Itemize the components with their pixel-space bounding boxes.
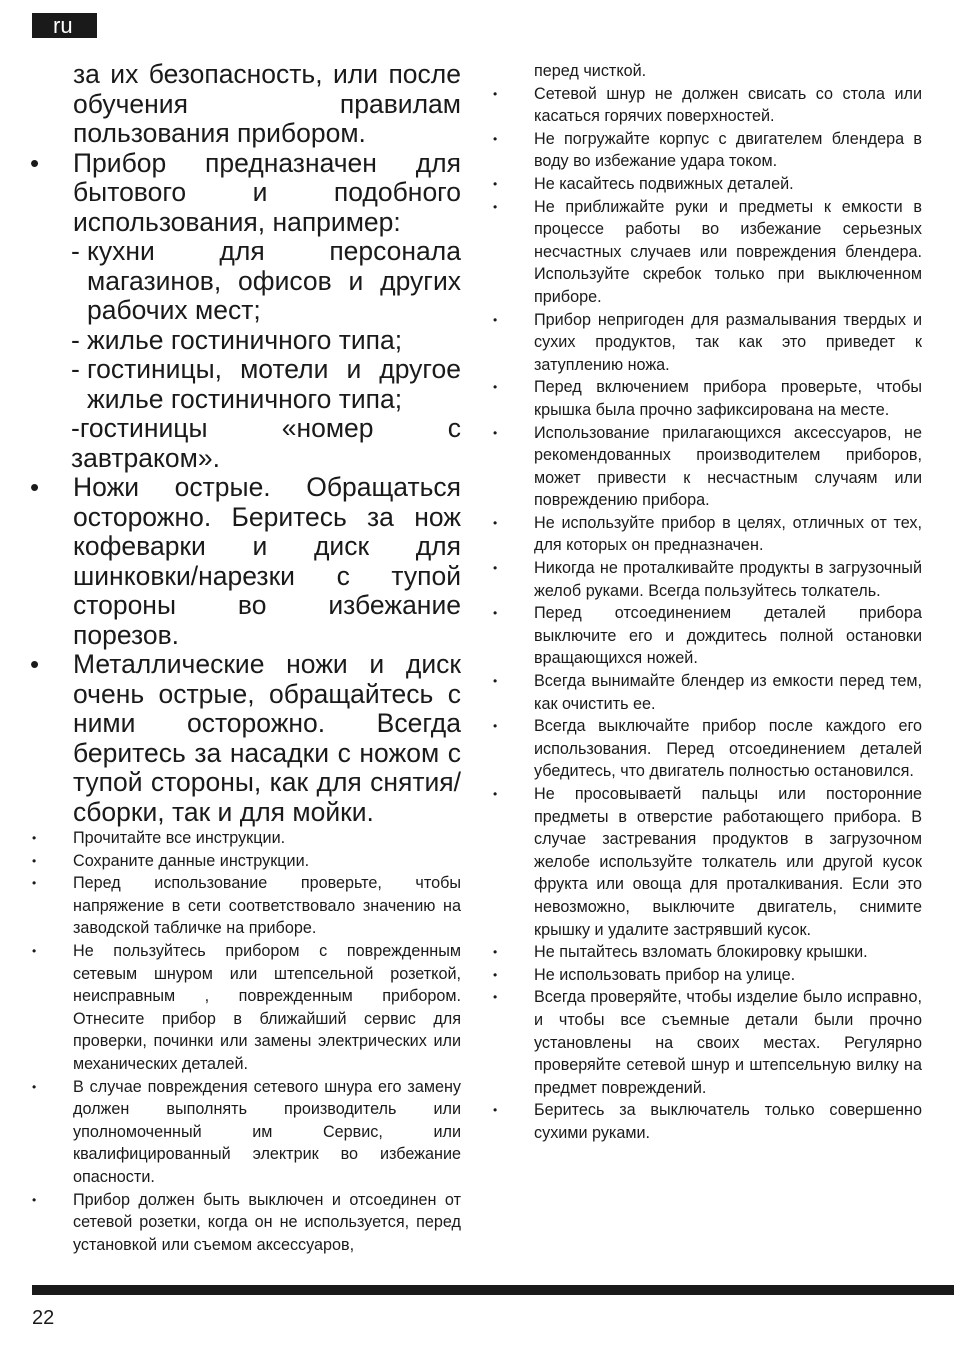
list-item xyxy=(30,1076,461,1189)
list-item-text: Не погружайте корпус с двигателем блендера в воду во избежание удара током. xyxy=(534,129,922,171)
list-item-text: Перед включением прибора проверьте, чтобы крышка была прочно зафиксирована на месте. xyxy=(534,378,922,419)
bullet-icon: • xyxy=(493,86,498,101)
bullet-icon: • xyxy=(493,515,498,530)
list-item xyxy=(30,850,461,873)
dash-icon: - xyxy=(71,324,80,355)
list-item-text: Не используйте прибор в целях, отличных от тех, для которых он предназначен. xyxy=(534,513,922,555)
bullet-icon: • xyxy=(32,1079,37,1094)
bullet-icon: • xyxy=(32,943,37,958)
bullet-icon: • xyxy=(32,1192,37,1207)
list-item-text: Всегда вынимайте блендер из емкости перед тем, как очистить ее. xyxy=(534,672,922,713)
list-item xyxy=(490,376,922,421)
sub-item-text: кухни для персонала магазинов, офисов и других рабочих мест; xyxy=(87,236,461,325)
bullet-icon: • xyxy=(493,176,498,191)
list-item xyxy=(490,309,922,377)
sub-item xyxy=(30,237,461,326)
continued-paragraph: перед чисткой. xyxy=(534,62,647,80)
bullet-icon: • xyxy=(32,831,37,845)
bullet-icon: • xyxy=(493,131,498,146)
list-item-text: Прибор должен быть выключен и отсоединен от сетевой розетки, когда он не используется, перед установкой или съемом аксессуаров, xyxy=(73,1190,461,1254)
list-item xyxy=(490,422,922,512)
dash-icon: - xyxy=(71,236,80,266)
list-item-text: Ножи острые. Обращаться осторожно. Беритесь за нож кофеварки и диск для шинковки/нарезки с тупой стороны во избежание порезов. xyxy=(73,472,461,650)
list-item-text: Использование прилагающихся аксессуаров, не рекомендованных производителем приборов, может привести к несчастным случаям или повреждению прибора. xyxy=(534,423,922,510)
list-item xyxy=(30,650,461,827)
bullet-icon: • xyxy=(493,719,498,734)
bullet-icon: • xyxy=(493,199,498,214)
bullet-icon: • xyxy=(493,380,498,395)
bullet-icon: • xyxy=(32,876,37,891)
list-item xyxy=(490,83,922,128)
list-item-text: Не пользуйтесь прибором с поврежденным сетевым шнуром или штепсельной розеткой, неисправным , поврежденным прибором. Отнесите прибор в ближайший сервис для проверки, починки или замены электрических или механических деталей. xyxy=(73,941,461,1073)
left-column xyxy=(30,60,461,1256)
list-item xyxy=(490,941,922,964)
list-item xyxy=(490,986,922,1099)
list-item-text: Не пытайтесь взломать блокировку крышки. xyxy=(534,943,868,962)
bullet-icon: • xyxy=(493,561,498,576)
flat-sub-item: -гостиницы «номер с завтраком». xyxy=(71,413,461,473)
list-item xyxy=(30,149,461,238)
list-item-text: Никогда не проталкивайте продукты в загрузочный желоб руками. Всегда пользуйтесь толкатель. xyxy=(534,559,922,600)
list-item-text: Прибор предназначен для бытового и подобного использования, например: xyxy=(73,147,461,237)
large-text-section xyxy=(30,60,461,827)
list-item-text: Перед использование проверьте, чтобы напряжение в сети соответствовало значению на заводской табличке на приборе. xyxy=(73,874,461,938)
intro-paragraph: за их безопасность, или после обучения правилам пользования прибором. xyxy=(73,59,461,148)
list-item-text: Всегда проверяйте, чтобы изделие было исправно, и чтобы все съемные детали были прочно установлены на своих местах. Регулярно проверяйте сетевой шнур и штепсельную вилку на предмет повреждений. xyxy=(534,988,922,1097)
bullet-icon: • xyxy=(30,472,40,502)
list-item-text: В случае повреждения сетевого шнура его замену должен выполнять производитель или уполномоченный им Сервис, или квалифицированный электрик во избежание опасности. xyxy=(73,1077,461,1186)
list-item xyxy=(490,128,922,173)
list-item xyxy=(490,196,922,309)
bullet-icon: • xyxy=(30,649,40,679)
bullet-icon: • xyxy=(493,312,498,327)
list-item-text: Прибор непригоден для размалывания твердых и сухих продуктов, так как это приведет к затуплению ножа. xyxy=(534,310,922,374)
right-bullet-list xyxy=(490,83,922,1145)
bullet-icon: • xyxy=(493,787,498,801)
list-item xyxy=(30,473,461,650)
dash-icon: - xyxy=(71,354,80,384)
right-column xyxy=(490,60,922,1145)
list-item xyxy=(30,872,461,940)
list-item xyxy=(30,827,461,850)
list-item xyxy=(490,512,922,557)
list-item xyxy=(490,1099,922,1144)
list-item xyxy=(490,602,922,670)
bullet-icon: • xyxy=(493,990,498,1005)
footer-rule xyxy=(32,1285,954,1295)
list-item xyxy=(490,557,922,602)
list-item-text: Сетевой шнур не должен свисать со стола или касаться горячих поверхностей. xyxy=(534,84,922,126)
bullet-icon: • xyxy=(30,147,40,178)
bullet-icon: • xyxy=(493,606,498,621)
bullet-icon: • xyxy=(493,425,498,440)
list-item-text: Всегда выключайте прибор после каждого его использования. Перед отсоединением деталей убедитесь, что двигатель полностью остановился. xyxy=(534,717,922,781)
page-number: 22 xyxy=(32,1307,55,1329)
list-item-text: Не использовать прибор на улице. xyxy=(534,965,796,984)
list-item-text: Не приближайте руки и предметы к емкости в процессе работы во избежание серьезных несчастных случаев или повреждения блендера. Используйте скребок только при выключенном приборе. xyxy=(534,197,922,306)
list-item-text: Прочитайте все инструкции. xyxy=(73,829,286,847)
list-item xyxy=(490,715,922,783)
sub-item-text: гостиницы, мотели и другое жилье гостиничного типа; xyxy=(87,354,461,414)
sub-item xyxy=(30,326,461,356)
small-text-section xyxy=(30,827,461,1256)
list-item-text: Металлические ножи и диск очень острые, обращайтесь с ними осторожно. Всегда беритесь за насадки с ножом с тупой стороны, как для снятия/сборки, так и для мойки. xyxy=(73,649,461,827)
bullet-icon: • xyxy=(493,967,498,982)
sub-item xyxy=(30,355,461,414)
list-item xyxy=(490,964,922,987)
bullet-icon: • xyxy=(493,674,498,689)
language-tag: ru xyxy=(32,13,97,38)
list-item xyxy=(490,783,922,941)
list-item xyxy=(490,173,922,196)
list-item-text: Не просовываетй пальцы или посторонние предметы в отверстие работающего прибора. В случае застревания продуктов в загрузочном желобе используйте толкатель или другой кусок фрукта или овоща для проталкивания. Если это невозможно, выключите двигатель, снимите крышку и удалите застрявший кусок. xyxy=(534,785,922,939)
list-item-text: Перед отсоединением деталей прибора выключите его и дождитесь полной остановки вращающихся ножей. xyxy=(534,604,922,668)
list-item-text: Беритесь за выключатель только совершенно сухими руками. xyxy=(534,1101,922,1142)
bullet-icon: • xyxy=(32,853,37,868)
sub-item-text: жилье гостиничного типа; xyxy=(87,324,403,355)
list-item xyxy=(30,1189,461,1257)
bullet-icon: • xyxy=(493,945,498,960)
list-item-text: Не касайтесь подвижных деталей. xyxy=(534,174,794,193)
list-item xyxy=(30,940,461,1076)
bullet-icon: • xyxy=(493,1103,498,1118)
list-item xyxy=(490,670,922,715)
list-item-text: Сохраните данные инструкции. xyxy=(73,851,310,870)
